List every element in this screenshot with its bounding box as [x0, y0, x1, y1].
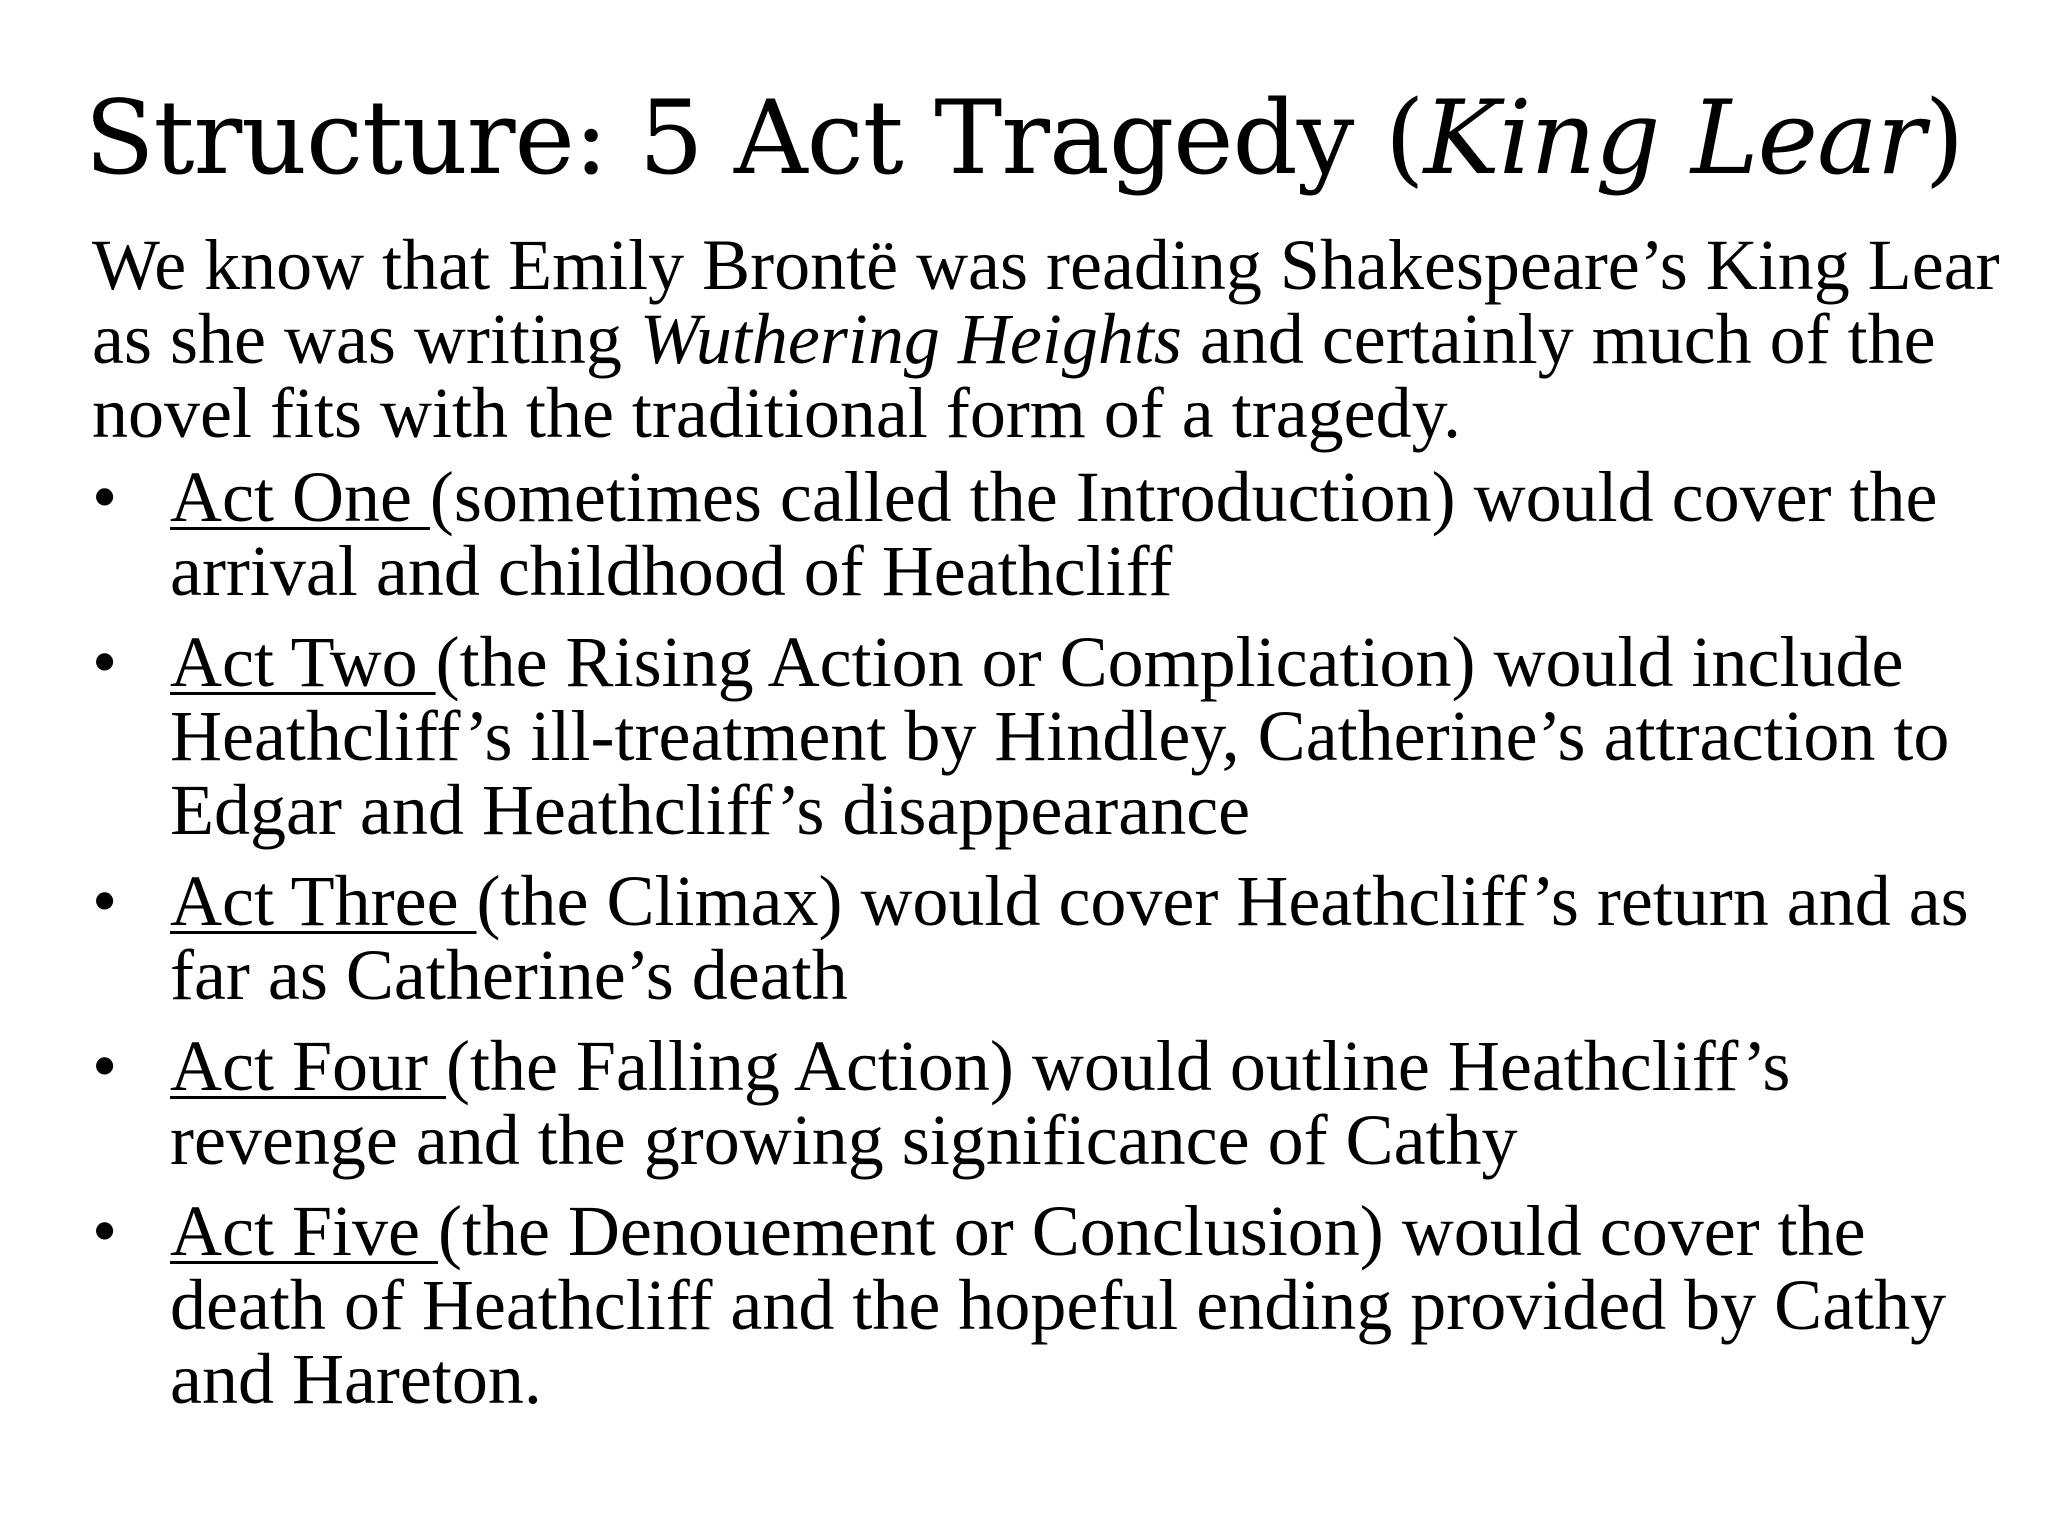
slide-title	[0, 78, 2048, 200]
intro-text-1: We know that Emily Brontë was reading Shakespeare’s King Lear as she was writing	[92, 225, 2000, 379]
act-item-two	[92, 622, 2012, 850]
bullet-icon: •	[92, 1026, 118, 1106]
bullet-icon: •	[92, 457, 118, 537]
intro-paragraph	[92, 225, 2012, 453]
act-name: Act Three	[170, 861, 477, 941]
bullet-icon: •	[92, 1191, 118, 1271]
intro-text-2: and certainly much of the novel fits with the traditional form of a tragedy.	[92, 299, 1936, 453]
title-part-2: 5 Act Tragedy (	[638, 79, 1424, 198]
slide-body	[92, 225, 2012, 1433]
act-item-three	[92, 861, 2012, 1015]
act-item-four	[92, 1026, 2012, 1180]
act-name: Act Four	[170, 1026, 446, 1106]
act-name: Act Two	[170, 622, 436, 702]
act-name: Act Five	[170, 1191, 438, 1271]
act-description: (sometimes called the Introduction) would cover the arrival and childhood of Heathcliff	[170, 457, 1938, 611]
act-name: Act One	[170, 457, 430, 537]
title-part-3: )	[1924, 79, 1964, 198]
bullet-icon: •	[92, 861, 118, 941]
act-description: (the Falling Action) would outline Heathcliff’s revenge and the growing significance of Cathy	[170, 1026, 1791, 1180]
bullet-icon: •	[92, 622, 118, 702]
intro-italic-wuthering-heights: Wuthering Heights	[639, 299, 1182, 379]
act-description: (the Rising Action or Complication) would include Heathcliff’s ill-treatment by Hindley, Catherine’s attraction to Edgar and Heathcliff’s disappearance	[170, 622, 1950, 850]
act-description: (the Denouement or Conclusion) would cover the death of Heathcliff and the hopeful ending provided by Cathy and Hareton.	[170, 1191, 1947, 1419]
act-item-one	[92, 457, 2012, 611]
title-part-1: Structure:	[84, 79, 639, 198]
title-italic-king-lear: King Lear	[1423, 79, 1925, 198]
act-description: (the Climax) would cover Heathcliff’s return and as far as Catherine’s death	[170, 861, 1969, 1015]
act-item-five	[92, 1191, 2012, 1419]
acts-list	[92, 457, 2012, 1419]
